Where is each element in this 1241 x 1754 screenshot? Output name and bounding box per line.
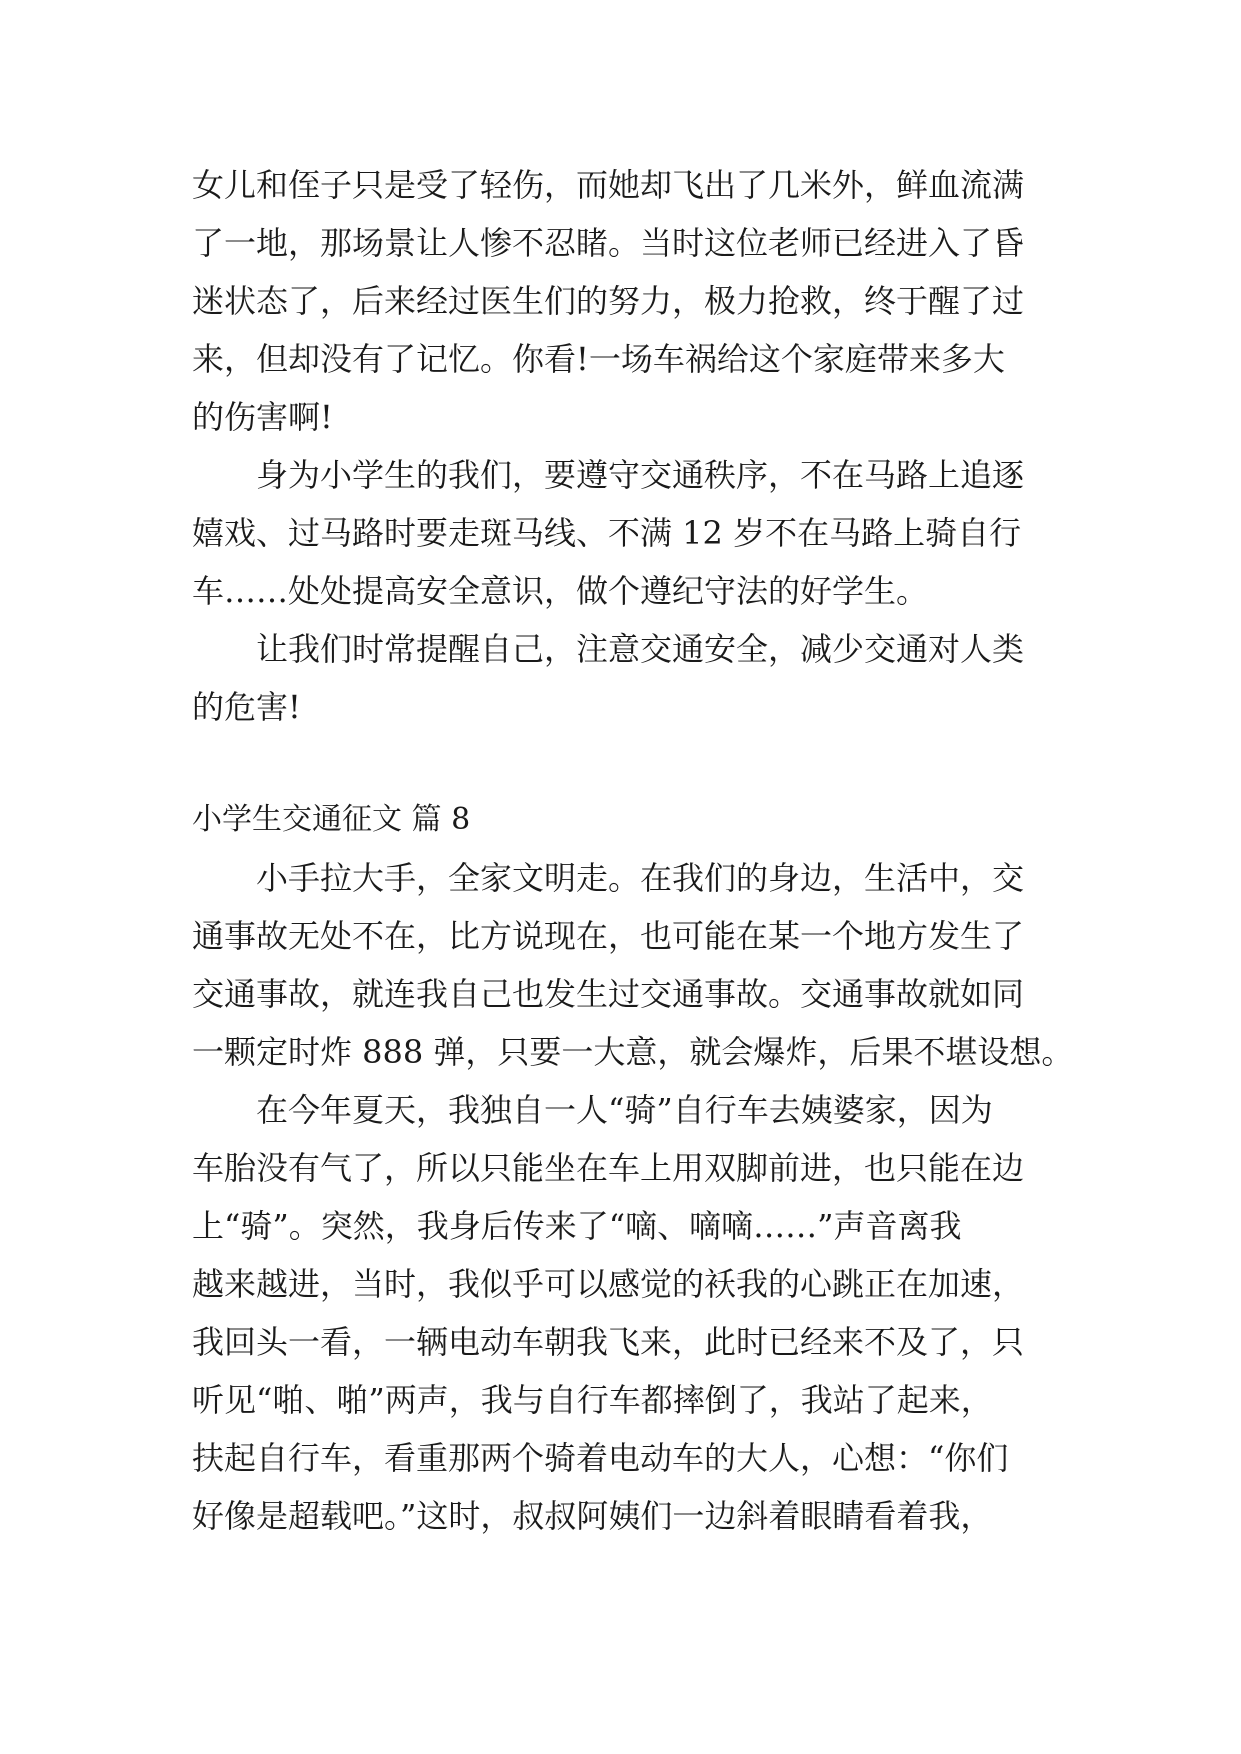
- paragraph-line: 嬉戏、过马路时要走斑马线、不满 12 岁不在马路上骑自行: [192, 514, 1022, 552]
- paragraph-line: 通事故无处不在，比方说现在，也可能在某一个地方发生了: [192, 917, 1025, 955]
- paragraph-line: 了一地，那场景让人惨不忍睹。当时这位老师已经进入了昏: [192, 224, 1025, 262]
- paragraph-line: 扶起自行车，看重那两个骑着电动车的大人，心想：“你们: [192, 1439, 1009, 1477]
- paragraph-line: 听见“啪、啪”两声，我与自行车都摔倒了，我站了起来，: [192, 1381, 993, 1419]
- paragraph-line: 车……处处提高安全意识，做个遵纪守法的好学生。: [192, 572, 929, 610]
- paragraph-line: 让我们时常提醒自己，注意交通安全，减少交通对人类: [256, 630, 1025, 668]
- paragraph-line: 车胎没有气了，所以只能坐在车上用双脚前进，也只能在边: [192, 1149, 1025, 1187]
- paragraph-line: 一颗定时炸 888 弹，只要一大意，就会爆炸，后果不堪设想。: [192, 1033, 1074, 1071]
- paragraph-line: 越来越进，当时，我似乎可以感觉的袄我的心跳正在加速，: [192, 1265, 1025, 1303]
- paragraph-line: 小手拉大手，全家文明走。在我们的身边，生活中，交: [256, 859, 1025, 897]
- paragraph-line: 女儿和侄子只是受了轻伤，而她却飞出了几米外，鲜血流满: [192, 166, 1025, 204]
- paragraph-line: 迷状态了，后来经过医生们的努力，极力抢救，终于醒了过: [192, 282, 1025, 320]
- paragraph-line: 交通事故，就连我自己也发生过交通事故。交通事故就如同: [192, 975, 1025, 1013]
- paragraph-line: 上“骑”。突然，我身后传来了“嘀、嘀嘀……”声音离我: [192, 1207, 962, 1245]
- paragraph-line: 的危害!: [192, 688, 301, 726]
- paragraph-line: 的伤害啊!: [192, 398, 333, 436]
- paragraph-line: 我回头一看，一辆电动车朝我飞来，此时已经来不及了，只: [192, 1323, 1025, 1361]
- section-heading: 小学生交通征文 篇 8: [192, 802, 471, 837]
- paragraph-line: 来，但却没有了记忆。你看!一场车祸给这个家庭带来多大: [192, 340, 1005, 378]
- paragraph-line: 在今年夏天，我独自一人“骑”自行车去姨婆家，因为: [256, 1091, 993, 1129]
- paragraph-line: 好像是超载吧。”这时，叔叔阿姨们一边斜着眼睛看着我，: [192, 1497, 993, 1535]
- paragraph-line: 身为小学生的我们，要遵守交通秩序，不在马路上追逐: [256, 456, 1025, 494]
